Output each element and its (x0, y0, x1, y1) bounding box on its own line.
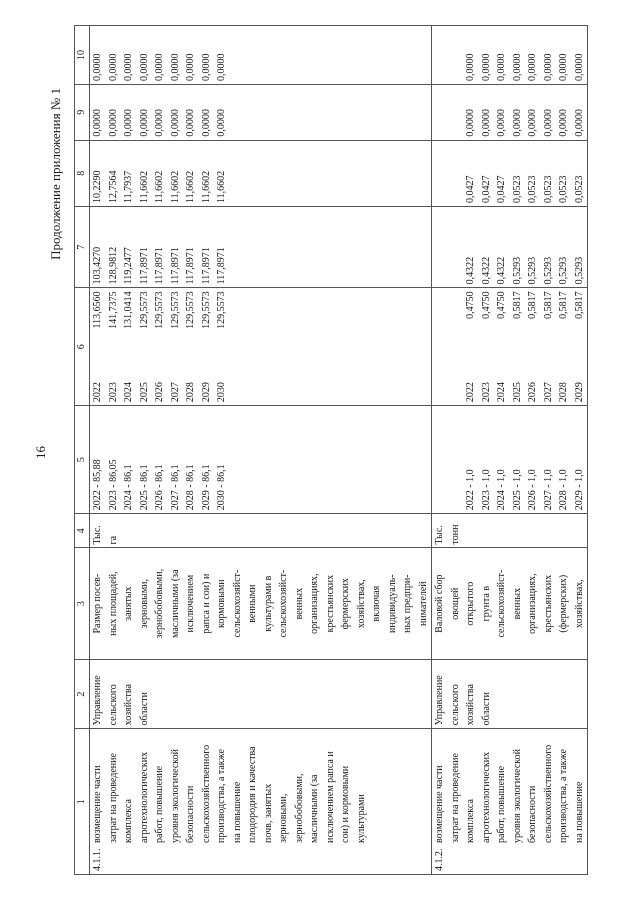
header-cell: 8 (75, 140, 90, 206)
header-cell: 5 (75, 406, 90, 514)
row-description: возмещение части затрат на проведение комплекса агротехнологических работ, повышение уровня экологической безопасности сельскохозяйственного производства, а также на повышение (434, 744, 585, 843)
target-values-cell: 2022 - 85,88 2023 - 86,05 2024 - 86,1 2025 - 86,1 2026 - 86,1 2027 - 86,1 2028 - 86,1 2029 - 86,1 2030 - 86,1 (90, 406, 432, 514)
appendix-title: Продолжение приложения № 1 (48, 88, 63, 260)
total-funding-cell: 2022 113,6560 2023 141,7375 2024 131,0414 2025 129,5573 2026 129,5573 2027 129,5573 2028 129,5573 2029 129,5573 2030 129,5573 (90, 288, 432, 406)
row-code: 4.1.2. (434, 848, 445, 871)
header-row (75, 26, 90, 875)
total-funding-cell: 2022 0,4750 2023 0,4750 2024 0,4750 2025 0,5817 2026 0,5817 2027 0,5817 2028 0,5817 2029 0,5817 (432, 288, 588, 406)
executor-cell: Управление сельского хозяйства области (432, 659, 588, 729)
table-row (90, 26, 432, 875)
row-description: возмещение части затрат на проведение комплекса агротехнологических работ, повышение уровня экологической безопасности сельскохозяйственного производства, а также на повышение плодородия и качества почв, занятых зерновыми, зернобобовыми, масличными (за исключением рапса и сои) и кормовыми культурами (92, 744, 367, 843)
table-row (432, 26, 588, 875)
indicator-cell: Размер посев- ных площадей, занятых зерновыми, зернобобовыми, масличными (за исключением рапса и сои) и кормовыми сельскохозяйст- венными культурами в сельскохозяйст- венных организациях, крестьянских фермерских хозяйствах, включая индивидуаль- ных предпри- нимателей (90, 548, 432, 659)
header-cell: 6 (75, 288, 90, 406)
executor-cell: Управление сельского хозяйства области (90, 659, 432, 729)
header-cell: 2 (75, 659, 90, 729)
funding-col10-cell: 0,0000 0,0000 0,0000 0,0000 0,0000 0,0000 0,0000 0,0000 0,0000 (90, 26, 432, 85)
row-description-cell (90, 729, 432, 875)
header-cell: 7 (75, 206, 90, 287)
funding-col10-cell: 0,0000 0,0000 0,0000 0,0000 0,0000 0,0000 0,0000 0,0000 (432, 26, 588, 85)
indicator-cell: Валовой сбор овощей открытого грунта в сельскохозяйст- венных организациях, крестьянских (фермерских) хозяйствах, (432, 548, 588, 659)
funding-col9-cell: 0,0000 0,0000 0,0000 0,0000 0,0000 0,0000 0,0000 0,0000 0,0000 (90, 84, 432, 140)
unit-cell: Тыс. га (90, 514, 432, 548)
header-cell: 4 (75, 514, 90, 548)
header-cell: 1 (75, 729, 90, 875)
funding-col8-cell: 10,2290 12,7564 11,7937 11,6602 11,6602 11,6602 11,6602 11,6602 11,6602 (90, 140, 432, 206)
row-description-cell (432, 729, 588, 875)
header-cell: 3 (75, 548, 90, 659)
row-code: 4.1.1. (92, 848, 103, 871)
header-cell: 10 (75, 26, 90, 85)
funding-col9-cell: 0,0000 0,0000 0,0000 0,0000 0,0000 0,0000 0,0000 0,0000 (432, 84, 588, 140)
funding-col7-cell: 103,4270 128,9812 119,2477 117,8971 117,8971 117,8971 117,8971 117,8971 117,8971 (90, 206, 432, 287)
page-number: 16 (33, 446, 48, 459)
target-values-cell: 2022 - 1,0 2023 - 1,0 2024 - 1,0 2025 - 1,0 2026 - 1,0 2027 - 1,0 2028 - 1,0 2029 - 1,0 (432, 406, 588, 514)
header-cell: 9 (75, 84, 90, 140)
funding-col7-cell: 0,4322 0,4322 0,4322 0,5293 0,5293 0,5293 0,5293 0,5293 (432, 206, 588, 287)
funding-col8-cell: 0,0427 0,0427 0,0427 0,0523 0,0523 0,0523 0,0523 0,0523 (432, 140, 588, 206)
program-table (74, 25, 588, 875)
unit-cell: Тыс. тонн (432, 514, 588, 548)
